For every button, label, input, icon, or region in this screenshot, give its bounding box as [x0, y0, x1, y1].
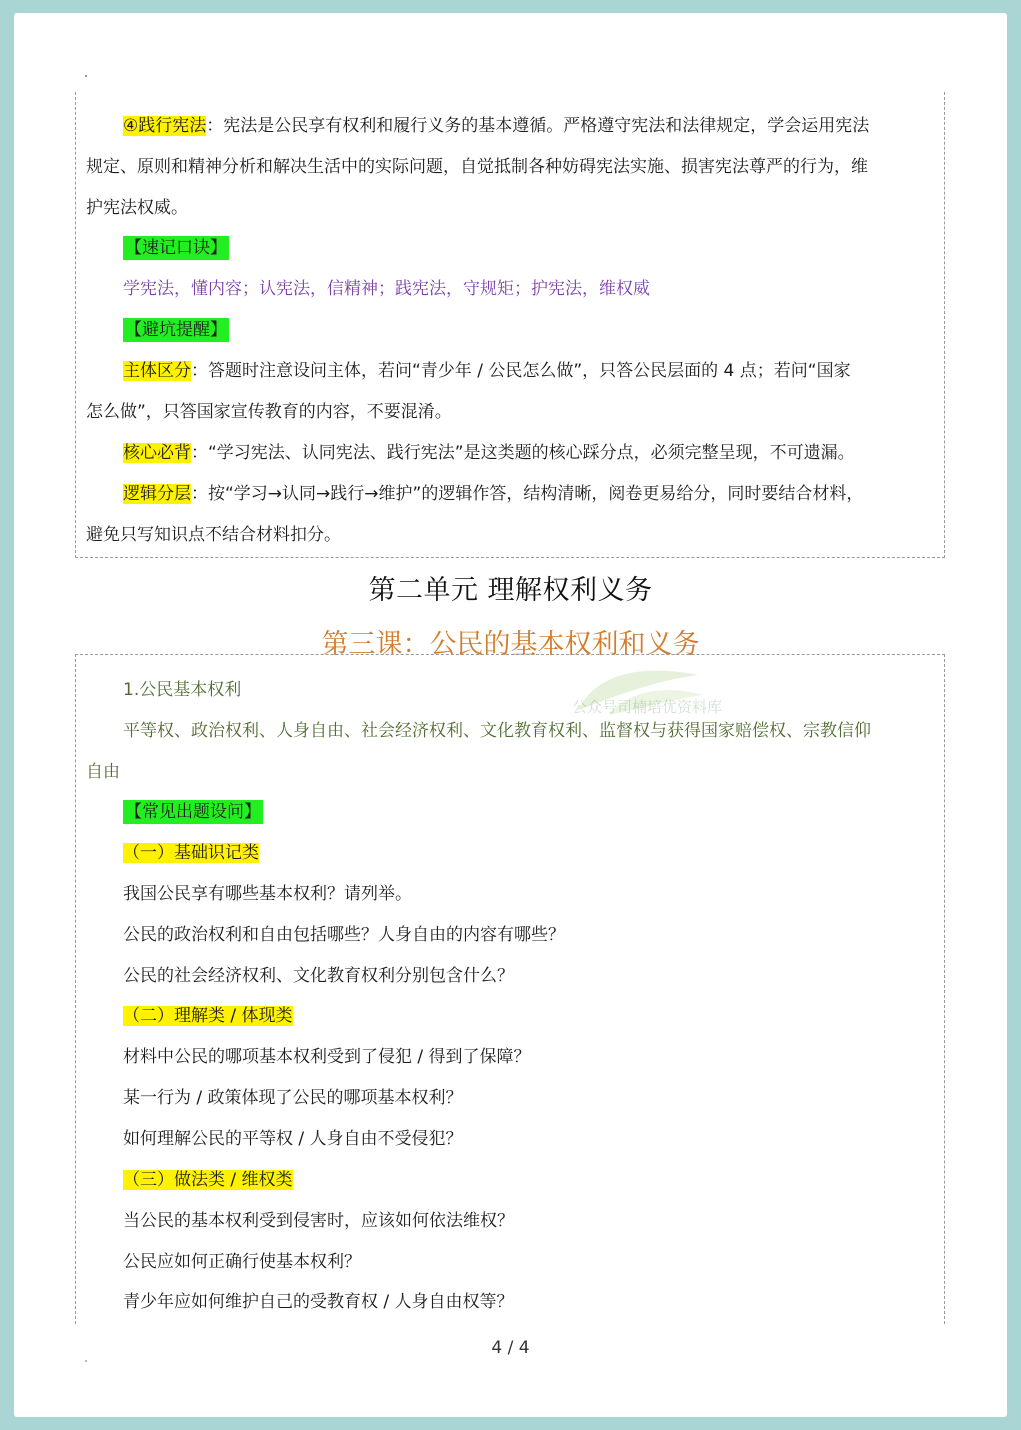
- mnemonic-text: 学宪法，懂内容；认宪法，信精神；践宪法，守规矩；护宪法，维权威: [123, 279, 650, 299]
- tag-label: 【速记口诀】: [125, 238, 227, 258]
- highlight-label: 主体区分: [123, 361, 191, 381]
- question-item: 公民的社会经济权利、文化教育权利分别包含什么？: [123, 966, 514, 986]
- question-item: 公民的政治权利和自由包括哪些？人身自由的内容有哪些？: [123, 925, 565, 945]
- category-basic: [123, 840, 936, 866]
- category-label: （一）基础识记类: [123, 843, 259, 863]
- page-mark: [85, 1360, 87, 1362]
- unit-title: 第二单元 理解权利义务: [368, 575, 653, 606]
- paragraph-practice-constitution: [123, 113, 936, 139]
- tip-subject: [123, 358, 936, 384]
- highlight-label: 核心必背: [123, 443, 191, 463]
- content-box-rights: [75, 654, 945, 1324]
- question-item: 我国公民享有哪些基本权利？请列举。: [123, 884, 412, 904]
- tip-logic: [123, 481, 936, 507]
- tip-text: ：“学习宪法、认同宪法、践行宪法”是这类题的核心踩分点，必须完整呈现，不可遗漏。: [191, 443, 855, 463]
- question-item: 青少年应如何维护自己的受教育权 / 人身自由权等？: [123, 1292, 514, 1312]
- tag-label: 【避坑提醒】: [125, 320, 227, 340]
- tag-questions: [123, 799, 936, 825]
- page-number: 4 / 4: [491, 1338, 530, 1358]
- paragraph-line: 规定、原则和精神分析和解决生活中的实际问题，自觉抵制各种妨碍宪法实施、损害宪法尊严的行为，维: [86, 157, 868, 177]
- category-label: （二）理解类 / 体现类: [123, 1006, 293, 1026]
- question-item: 某一行为 / 政策体现了公民的哪项基本权利？: [123, 1088, 463, 1108]
- lesson-title: 第三课：公民的基本权利和义务: [321, 629, 700, 660]
- tip-subject-cont: 怎么做”，只答国家宣传教育的内容，不要混淆。: [86, 402, 452, 422]
- rights-list: 平等权、政治权利、人身自由、社会经济权利、文化教育权利、监督权与获得国家赔偿权、宗教信仰: [123, 721, 871, 741]
- highlight-label: ④践行宪法: [123, 116, 207, 136]
- tag-mnemonic: [123, 235, 936, 261]
- paragraph-line: 护宪法权威。: [86, 198, 188, 218]
- tip-core: [123, 440, 936, 466]
- section-heading: 1.公民基本权利: [123, 680, 242, 700]
- category-label: （三）做法类 / 维权类: [123, 1170, 293, 1190]
- tag-label: 【常见出题设问】: [125, 802, 261, 822]
- question-item: 材料中公民的哪项基本权利受到了侵犯 / 得到了保障？: [123, 1047, 531, 1067]
- category-practice: [123, 1167, 936, 1193]
- question-item: 如何理解公民的平等权 / 人身自由不受侵犯？: [123, 1129, 463, 1149]
- rights-list-cont: 自由: [86, 762, 120, 782]
- watermark-text: 公众号司楠培优资料库: [572, 698, 723, 716]
- tip-text: ：答题时注意设问主体，若问“青少年 / 公民怎么做”，只答公民层面的 4 点；若问“国家: [191, 361, 851, 381]
- content-box-constitution: [75, 92, 945, 558]
- paragraph-text: ：宪法是公民享有权利和履行义务的基本遵循。严格遵守宪法和法律规定，学会运用宪法: [206, 116, 870, 136]
- category-understanding: [123, 1003, 936, 1029]
- question-item: 当公民的基本权利受到侵害时，应该如何依法维权？: [123, 1211, 514, 1231]
- tag-pitfall: [123, 317, 936, 343]
- question-item: 公民应如何正确行使基本权利？: [123, 1252, 361, 1272]
- highlight-label: 逻辑分层: [123, 484, 191, 504]
- tip-logic-cont: 避免只写知识点不结合材料扣分。: [86, 525, 341, 545]
- page-mark: [85, 75, 87, 77]
- tip-text: ：按“学习→认同→践行→维护”的逻辑作答，结构清晰，阅卷更易给分，同时要结合材料，: [191, 484, 864, 504]
